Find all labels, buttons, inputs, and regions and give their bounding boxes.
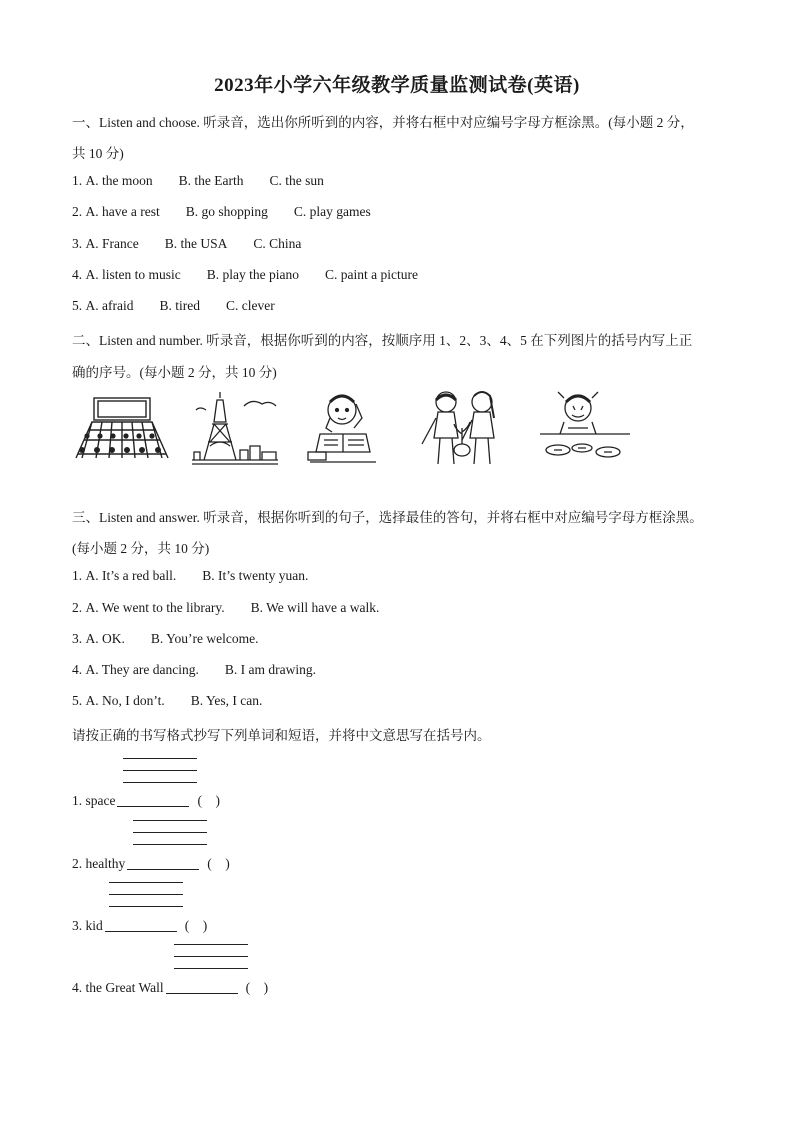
option-b: B. I am drawing.: [224, 662, 316, 677]
writing-line[interactable]: [166, 981, 238, 994]
section4-instruction: 请按正确的书写格式抄写下列单词和短语，并将中文意思写在括号内。: [72, 728, 491, 743]
option-b: B. You’re welcome.: [150, 631, 259, 646]
meaning-blank[interactable]: ( ): [207, 856, 230, 871]
option-a: A. the moon: [85, 173, 153, 188]
q-number: 3.: [72, 631, 83, 646]
q-number: 5.: [72, 693, 83, 708]
option-c: C. clever: [225, 298, 275, 313]
option-a: A. listen to music: [85, 267, 181, 282]
section2-instruction: 二、Listen and number. 听录音，根据你听到的内容，按顺序用 1、2、3、4、5 在下列图片的括号内写上正: [72, 333, 693, 348]
word-label: 3. kid: [72, 918, 103, 933]
option-c: C. paint a picture: [324, 267, 418, 282]
s3-question-5: [72, 693, 288, 709]
section2-instruction-cont: 确的序号。(每小题 2 分，共 10 分): [72, 365, 277, 380]
copy-item-4: [72, 976, 268, 996]
boy-reading-icon: [306, 388, 386, 468]
option-a: A. We went to the library.: [85, 600, 225, 615]
option-c: C. China: [253, 236, 302, 251]
s1-question-4: [72, 267, 444, 283]
children-planting-icon: [412, 388, 512, 468]
q-number: 2.: [72, 600, 83, 615]
section1-instruction: 一、Listen and choose. 听录音，选出你所听到的内容，并将右框中对应编号字母方框涂黑。(每小题 2 分，: [72, 115, 694, 130]
option-b: B. the USA: [164, 236, 228, 251]
writing-guide-lines: [133, 820, 207, 856]
word-label: 1. space: [72, 793, 116, 808]
word-label: 4. the Great Wall: [72, 980, 164, 995]
option-c: C. the sun: [269, 173, 324, 188]
option-b: B. Yes, I can.: [190, 693, 263, 708]
option-a: A. have a rest: [85, 204, 160, 219]
writing-guide-lines: [109, 882, 183, 918]
option-a: A. It’s a red ball.: [85, 568, 177, 583]
meaning-blank[interactable]: ( ): [184, 918, 208, 933]
option-b: B. We will have a walk.: [250, 600, 380, 615]
section3-instruction-cont: (每小题 2 分，共 10 分): [72, 541, 210, 556]
option-a: A. OK.: [85, 631, 125, 646]
writing-line[interactable]: [127, 857, 199, 870]
q-number: 1.: [72, 173, 83, 188]
option-b: B. It’s twenty yuan.: [202, 568, 309, 583]
section3-instruction: 三、Listen and answer. 听录音，根据你听到的句子，选择最佳的答句，并将右框中对应编号字母方框涂黑。: [72, 510, 703, 525]
s3-question-3: [72, 631, 285, 647]
q-number: 2.: [72, 204, 83, 219]
q-number: 4.: [72, 662, 83, 677]
writing-guide-lines: [174, 944, 248, 980]
option-a: A. afraid: [85, 298, 134, 313]
option-a: A. France: [85, 236, 139, 251]
girl-eating-icon: [538, 388, 632, 468]
s3-question-2: [72, 600, 405, 616]
s3-question-4: [72, 662, 342, 678]
meaning-blank[interactable]: ( ): [245, 980, 269, 995]
classroom-icon: [72, 388, 172, 468]
meaning-blank[interactable]: ( ): [197, 793, 220, 808]
copy-item-1: [72, 789, 220, 809]
eiffel-tower-icon: [190, 388, 280, 468]
page-title: 2023年小学六年级教学质量监测试卷(英语): [214, 75, 580, 96]
copy-item-2: [72, 852, 230, 872]
q-number: 3.: [72, 236, 83, 251]
s1-question-5: [72, 298, 301, 314]
option-a: A. No, I don’t.: [85, 693, 165, 708]
option-b: B. go shopping: [185, 204, 268, 219]
q-number: 5.: [72, 298, 83, 313]
option-c: C. play games: [293, 204, 371, 219]
copy-item-3: [72, 914, 207, 934]
option-b: B. the Earth: [178, 173, 244, 188]
word-label: 2. healthy: [72, 856, 126, 871]
option-b: B. play the piano: [206, 267, 299, 282]
s1-question-2: [72, 204, 397, 220]
writing-line[interactable]: [105, 919, 177, 932]
option-b: B. tired: [159, 298, 200, 313]
s1-question-1: [72, 173, 350, 189]
q-number: 4.: [72, 267, 83, 282]
section1-instruction-cont: 共 10 分): [72, 146, 124, 161]
s1-question-3: [72, 236, 327, 252]
option-a: A. They are dancing.: [85, 662, 199, 677]
picture-row: [72, 388, 632, 468]
writing-line[interactable]: [117, 794, 189, 807]
q-number: 1.: [72, 568, 83, 583]
s3-question-1: [72, 568, 334, 584]
